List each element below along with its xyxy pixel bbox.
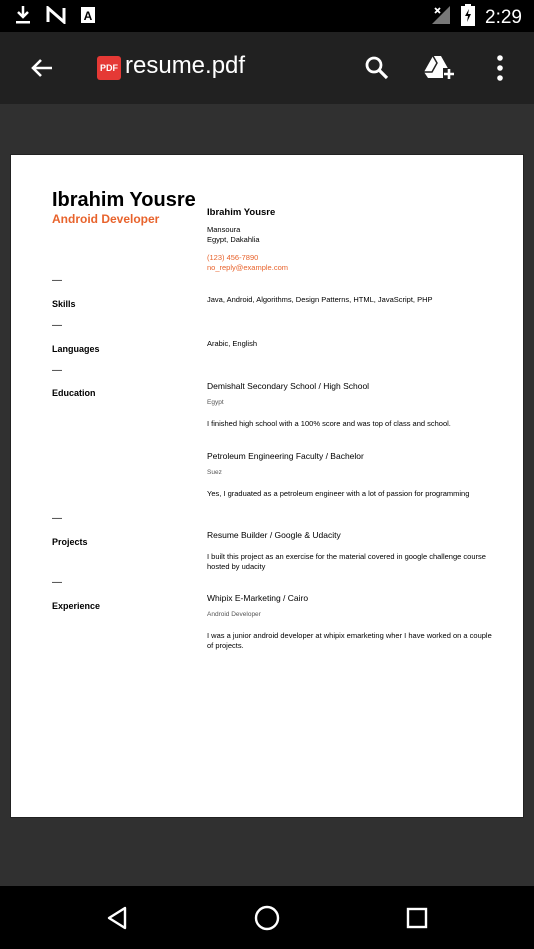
project-desc: I built this project as an exercise for the material covered in google challenge course hosted by udacity xyxy=(207,552,486,571)
education-desc: I finished high school with a 100% score and was top of class and school. xyxy=(207,419,451,428)
skills-text: Java, Android, Algorithms, Design Patterns, HTML, JavaScript, PHP xyxy=(207,295,433,304)
skills-label: Skills xyxy=(52,299,76,309)
education-desc: Yes, I graduated as a petroleum engineer with a lot of passion for programming xyxy=(207,489,470,498)
languages-text: Arabic, English xyxy=(207,339,258,348)
status-time: 2:29 xyxy=(485,6,522,28)
pdf-viewer[interactable] xyxy=(0,104,534,886)
section-divider: — xyxy=(52,320,62,331)
education-place: Suez xyxy=(207,469,222,476)
document-title: resume.pdf xyxy=(125,52,246,79)
contact-city: Mansoura xyxy=(207,225,241,234)
contact-name: Ibrahim Yousre xyxy=(207,207,276,218)
more-vert-icon[interactable] xyxy=(484,52,516,84)
resume-name: Ibrahim Yousre xyxy=(52,189,196,211)
arrow-back-icon[interactable] xyxy=(26,52,58,84)
signal-icon xyxy=(431,5,451,30)
search-icon[interactable] xyxy=(361,52,393,84)
projects-label: Projects xyxy=(52,537,88,547)
experience-title: Whipix E-Marketing / Cairo xyxy=(207,593,309,603)
contact-phone[interactable]: (123) 456-7890 xyxy=(207,253,259,262)
a-icon xyxy=(80,6,96,29)
languages-label: Languages xyxy=(52,344,100,354)
app-toolbar xyxy=(0,32,534,104)
resume-role: Android Developer xyxy=(52,212,160,226)
n-icon xyxy=(46,6,66,29)
back-triangle-icon[interactable] xyxy=(101,902,133,934)
section-divider: — xyxy=(52,513,62,524)
education-place: Egypt xyxy=(207,399,224,406)
section-divider: — xyxy=(52,275,62,286)
svg-text:A: A xyxy=(83,9,93,23)
experience-label: Experience xyxy=(52,601,101,611)
home-circle-icon[interactable] xyxy=(251,902,283,934)
navigation-bar xyxy=(0,886,534,949)
section-divider: — xyxy=(52,365,62,376)
experience-desc: I was a junior android developer at whipix emarketing wher I have worked on a couple of projects. xyxy=(207,631,492,650)
section-divider: — xyxy=(52,577,62,588)
education-label: Education xyxy=(52,388,96,398)
experience-position: Android Developer xyxy=(207,611,261,618)
download-icon xyxy=(14,5,32,30)
education-title: Demishalt Secondary School / High School xyxy=(207,381,370,391)
pdf-file-icon: PDF xyxy=(97,56,121,80)
project-title: Resume Builder / Google & Udacity xyxy=(207,530,341,540)
education-title: Petroleum Engineering Faculty / Bachelor xyxy=(207,451,364,461)
recents-square-icon[interactable] xyxy=(401,902,433,934)
drive-add-icon[interactable] xyxy=(423,52,455,84)
pdf-page[interactable] xyxy=(10,154,524,818)
battery-charging-icon xyxy=(461,4,475,31)
status-bar xyxy=(0,0,534,32)
contact-region: Egypt, Dakahlia xyxy=(207,235,260,244)
contact-email[interactable]: no_reply@example.com xyxy=(207,263,288,272)
